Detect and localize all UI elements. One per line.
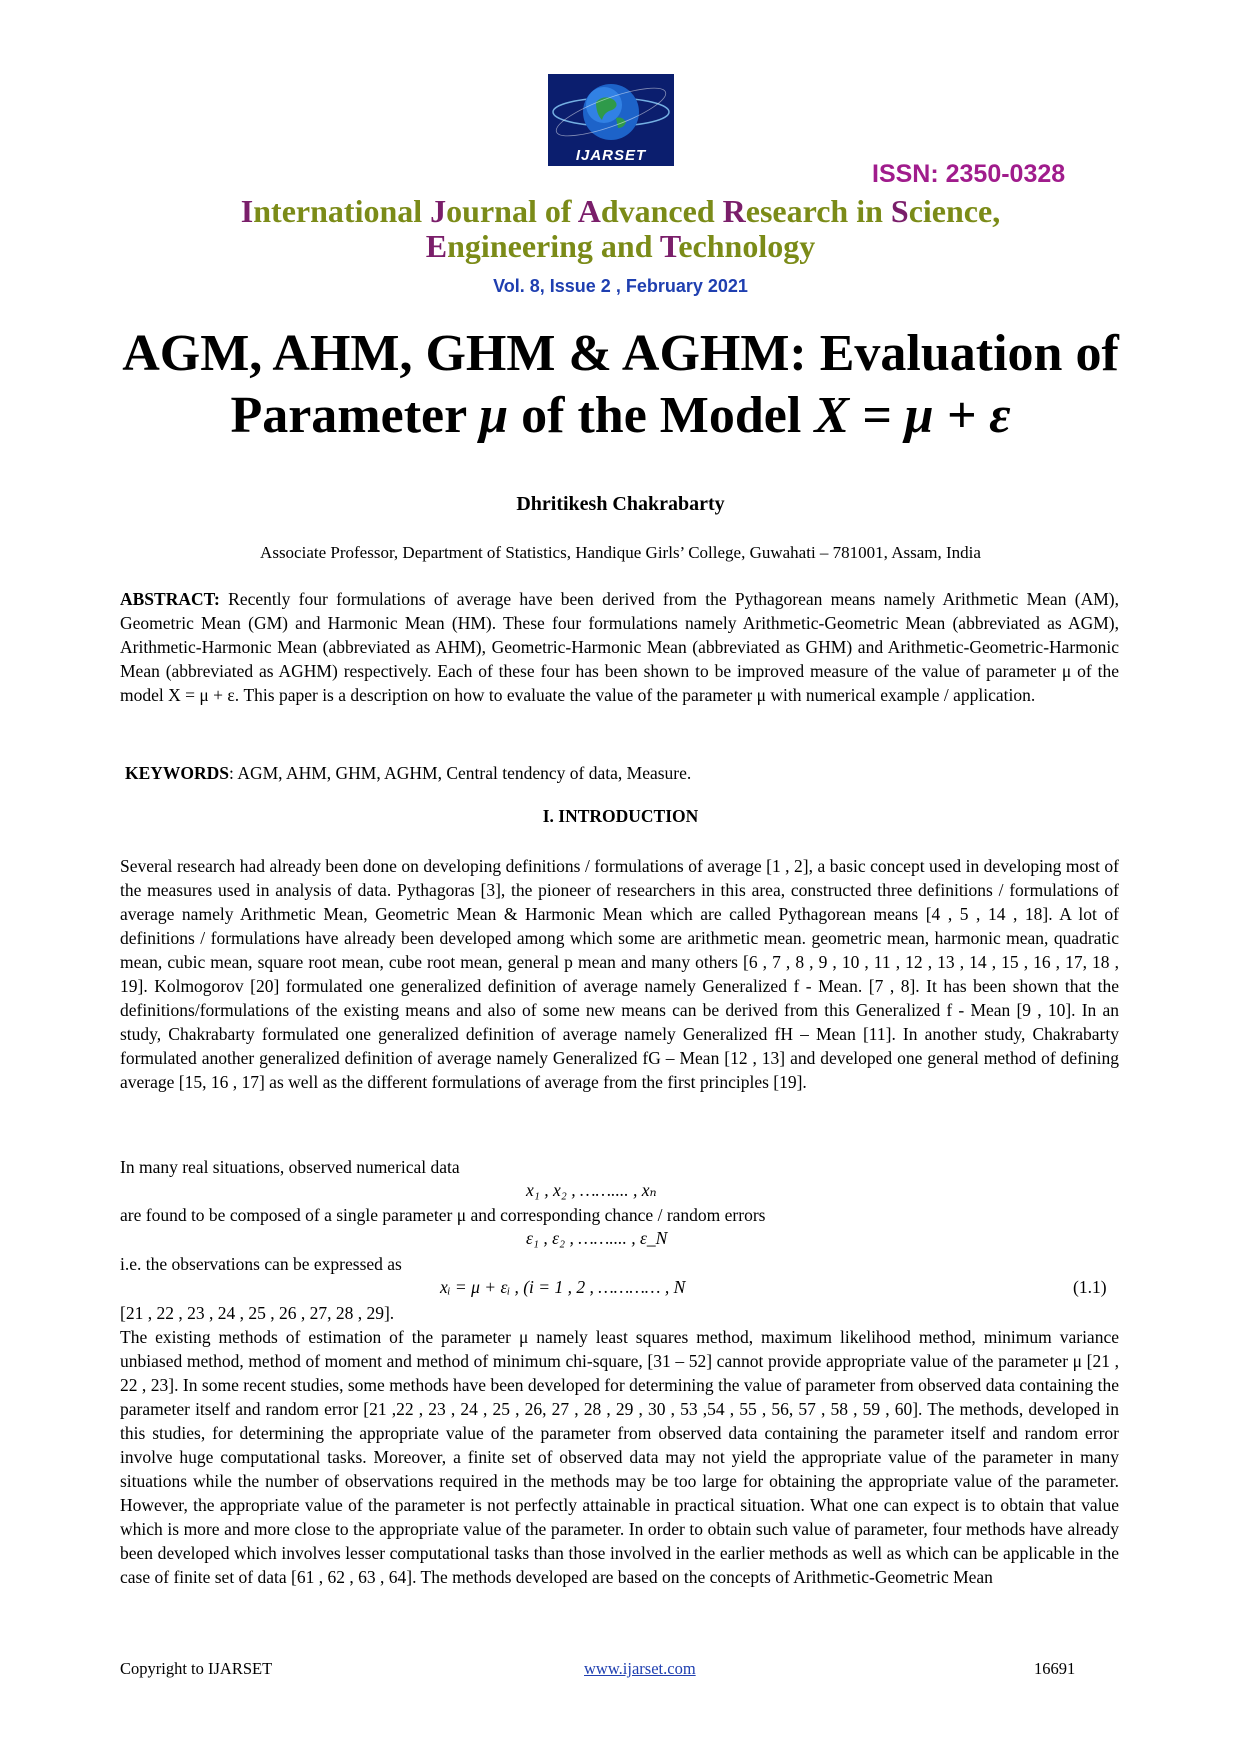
issn: ISSN: 2350-0328 <box>872 160 1066 188</box>
journal-name-line2: Engineering and Technology <box>425 228 816 264</box>
paper-title-line2: Parameter μ of the Model X = μ + ε <box>230 387 1011 444</box>
footer-page-number: 16691 <box>1034 1659 1076 1678</box>
journal-name-line1: International Journal of Advanced Research in Science, <box>240 193 1001 229</box>
equation-number: (1.1) <box>1073 1277 1107 1297</box>
journal-logo <box>548 74 674 166</box>
logo-text: IJARSET <box>575 147 647 164</box>
keywords-label: KEYWORDS <box>125 763 230 783</box>
footer-copyright: Copyright to IJARSET <box>120 1659 273 1678</box>
keywords <box>125 761 1124 785</box>
abstract <box>120 587 1119 707</box>
equation-model: xᵢ = μ + εᵢ , (i = 1 , 2 , ………… , N <box>440 1277 686 1297</box>
equation-errors: ε₁ , ε₂ , …….... , ε_N <box>526 1228 668 1248</box>
paper-title-line1: AGM, AHM, GHM & AGHM: Evaluation of <box>122 325 1119 382</box>
abstract-label: ABSTRACT: <box>120 589 220 609</box>
website-link[interactable]: www.ijarset.com <box>584 1659 696 1678</box>
author-affiliation: Associate Professor, Department of Statistics, Handique Girls’ College, Guwahati – 781001, Assam, India <box>260 543 981 562</box>
section-heading: I. INTRODUCTION <box>542 806 699 826</box>
intro-paragraph-1: Several research had already been done on developing definitions / formulations of average [1 , 2], a basic concept used in developing most of the measures used in analysis of data. Pythagoras [3], the pioneer of researchers in this area, constructed three definitions / formulations of average namely Arithmetic Mean, Geometric Mean & Harmonic Mean which are called Pythagorean means [4 , 5 , 14 , 18]. A lot of definitions / formulations have already been developed among which some are arithmetic mean. geometric mean, harmonic mean, quadratic mean, cubic mean, square root mean, cube root mean, general p mean and many others [6 , 7 , 8 , 9 , 10 , 11 , 12 , 13 , 14 , 15 , 16 , 17, 18 , 19]. Kolmogorov [20] formulated one generalized definition of average namely Generalized f - Mean. [7 , 8]. It has been shown that the definitions/formulations of the existing means and also of some new means can be derived from this Generalized f - Mean [9 , 10]. In an study, Chakrabarty formulated one generalized definition of average namely Generalized fH – Mean [11]. In another study, Chakrabarty formulated another generalized definition of average namely Generalized fG – Mean [12 , 13] and developed one general method of defining average [15, 16 , 17] as well as the different formulations of average from the first principles [19]. <box>120 856 1119 1092</box>
volume-issue: Vol. 8, Issue 2 , February 2021 <box>493 276 748 296</box>
intro-line-expressed: i.e. the observations can be expressed as <box>120 1254 402 1274</box>
equation-observations: x₁ , x₂ , …….... , xₙ <box>526 1180 657 1200</box>
intro-paragraph-2: The existing methods of estimation of the parameter μ namely least squares method, maximum likelihood method, minimum variance unbiased method, method of moment and method of minimum chi-square, [31 – 52] cannot provide appropriate value of the parameter μ [21 , 22 , 23]. In some recent studies, some methods have been developed for determining the value of parameter from observed data containing the parameter itself and random error [21 ,22 , 23 , 24 , 25 , 26, 27 , 28 , 29 , 30 , 53 ,54 , 55 , 56, 57 , 58 , 59 , 60]. The methods, developed in this studies, for determining the appropriate value of the parameter from observed data containing the parameter itself and random error involve huge computational tasks. Moreover, a finite set of observed data may not yield the appropriate value of the parameter in many situations while the number of observations required in the methods may be too large for obtaining the appropriate value of the parameter. However, the appropriate value of the parameter is not perfectly attainable in practical situation. What one can expect is to obtain that value which is more and more close to the appropriate value of the parameter. In order to obtain such value of parameter, four methods have already been developed which involves lesser computational tasks than those involved in the earlier methods as well as which can be applicable in the case of finite set of data [61 , 62 , 63 , 64]. The methods developed are based on the concepts of Arithmetic-Geometric Mean <box>120 1327 1119 1587</box>
footer-website[interactable] <box>584 1659 696 1679</box>
keywords-text: : AGM, AHM, GHM, AGHM, Central tendency of data, Measure. <box>229 763 692 783</box>
author-name: Dhritikesh Chakrabarty <box>516 493 725 515</box>
abstract-text: Recently four formulations of average have been derived from the Pythagorean means namely Arithmetic Mean (AM), Geometric Mean (GM) and Harmonic Mean (HM). These four formulations namely Arithmetic-Geometric Mean (abbreviated as AGM), Arithmetic-Harmonic Mean (abbreviated as AHM), Geometric-Harmonic Mean (abbreviated as GHM) and Arithmetic-Geometric-Harmonic Mean (abbreviated as AGHM) respectively. Each of these four has been shown to be improved measure of the value of parameter μ of the model X = μ + ε. This paper is a description on how to evaluate the value of the parameter μ with numerical example / application. <box>120 589 1120 705</box>
intro-line-errors: are found to be composed of a single parameter μ and corresponding chance / random errors <box>120 1205 766 1225</box>
intro-line-data: In many real situations, observed numerical data <box>120 1157 460 1177</box>
intro-line-citations: [21 , 22 , 23 , 24 , 25 , 26 , 27, 28 , 29]. <box>120 1303 395 1323</box>
